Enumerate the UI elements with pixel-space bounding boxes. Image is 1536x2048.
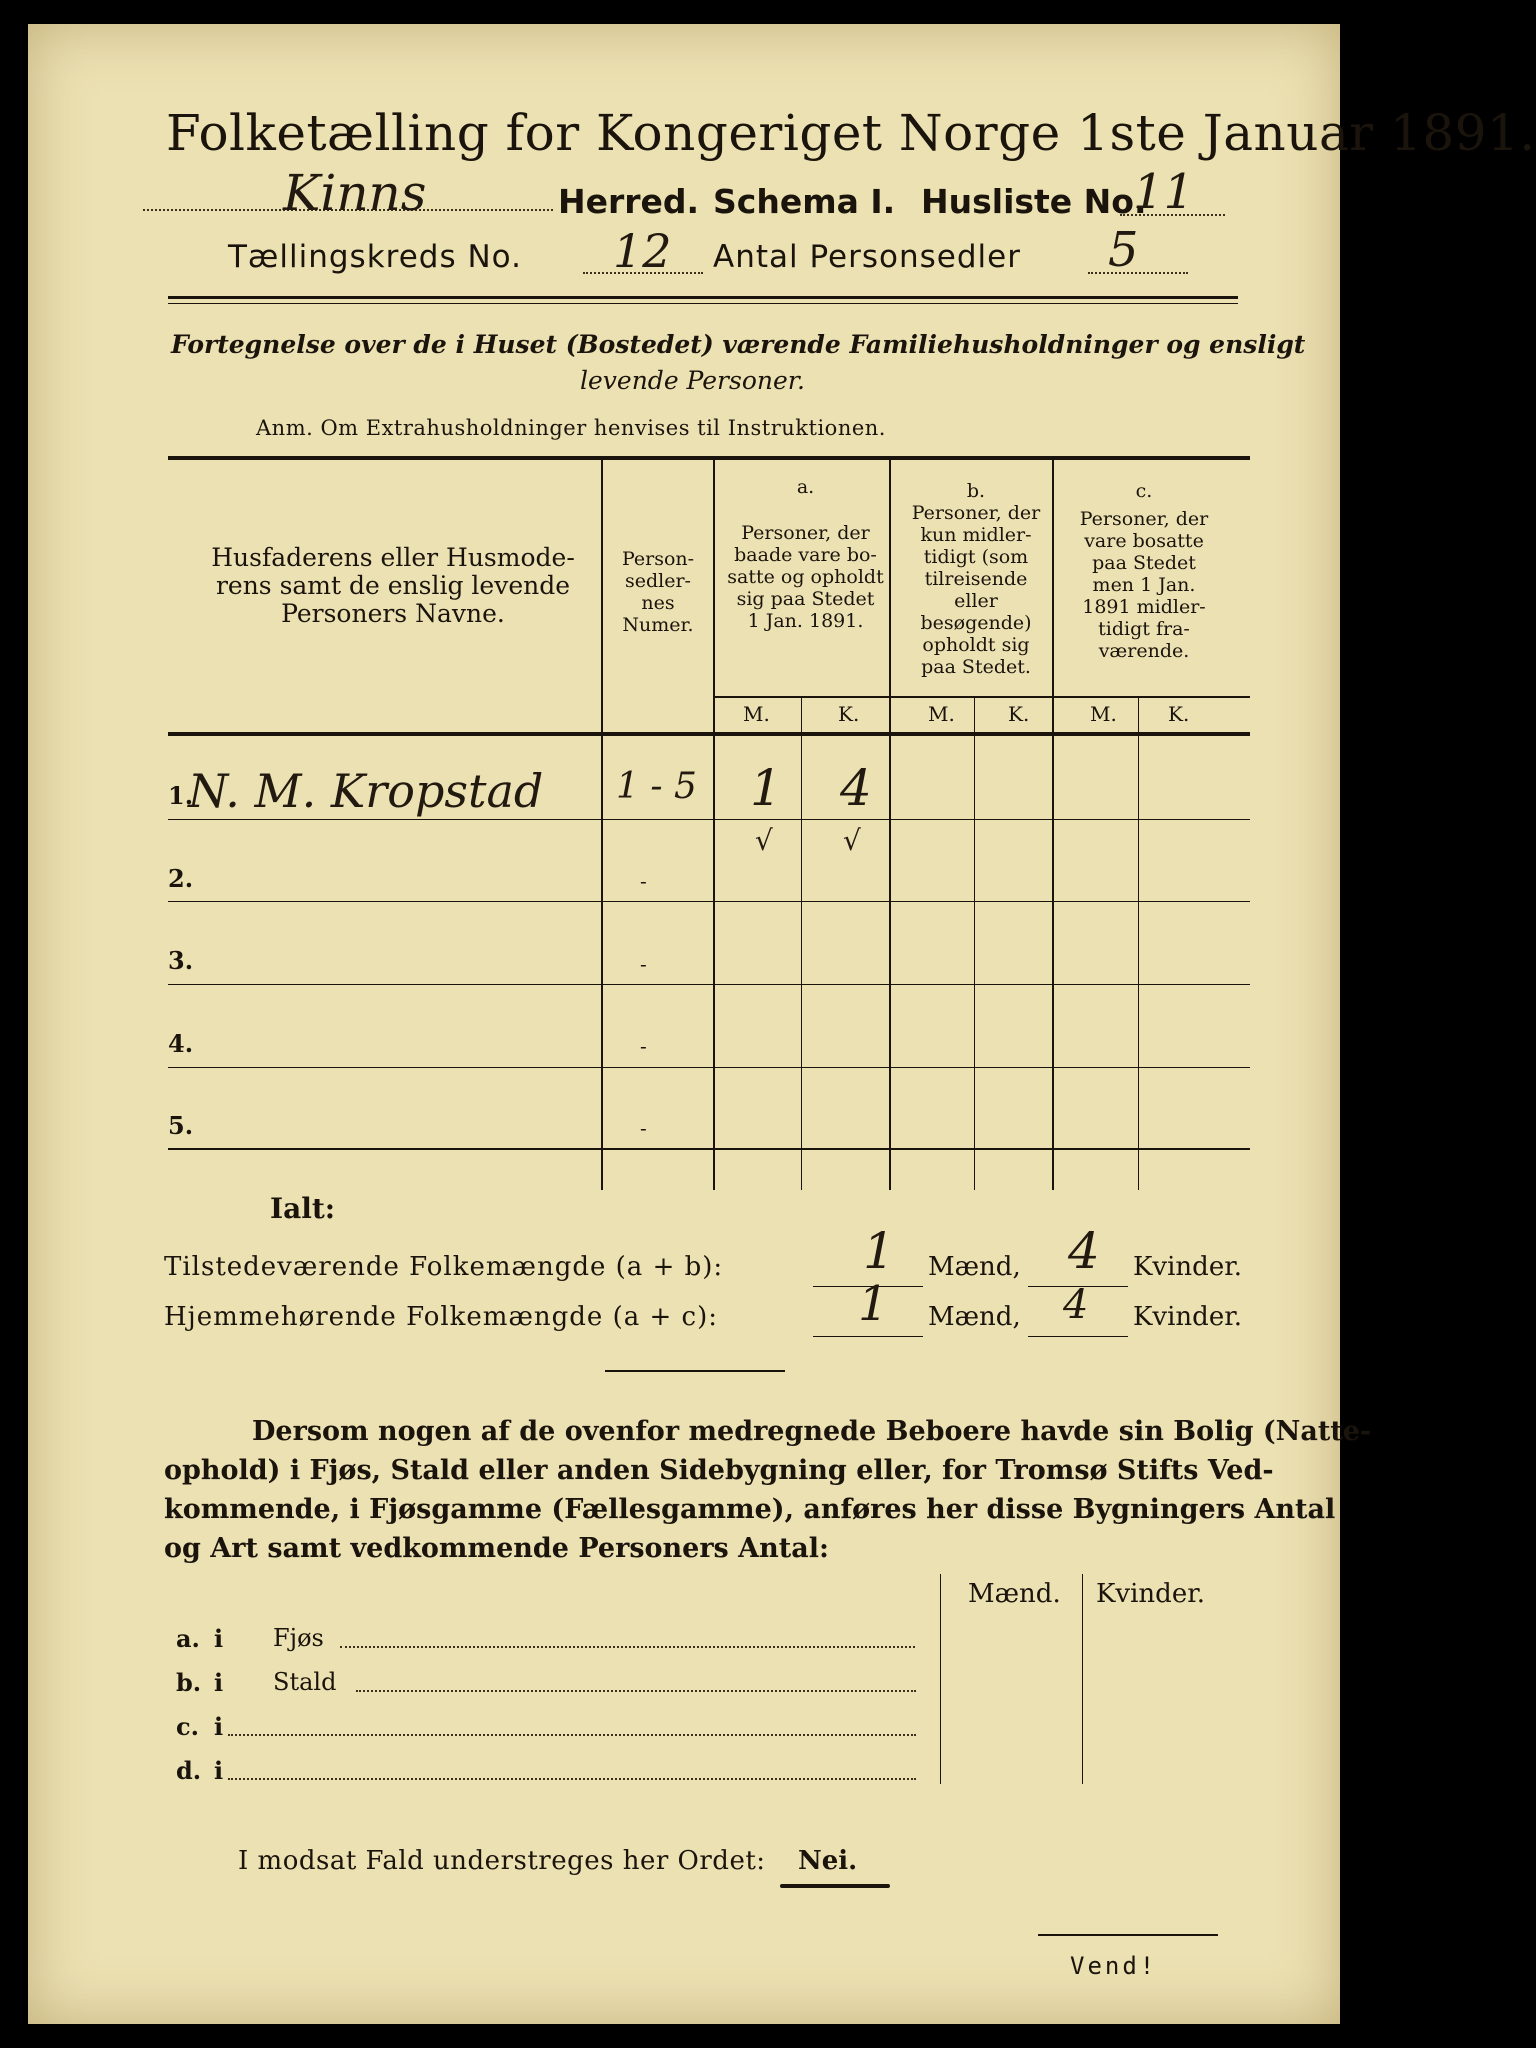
col-c-line: Personer, der xyxy=(1079,508,1209,530)
husliste-dots xyxy=(1120,214,1225,216)
col-b-line: paa Stedet. xyxy=(921,656,1031,678)
col-sep-b-mk xyxy=(974,698,975,1190)
herred-value: Kinns xyxy=(283,164,427,222)
nei-word: Nei. xyxy=(798,1846,858,1876)
col-b-line: eller xyxy=(954,590,998,612)
nei-underline xyxy=(780,1884,890,1888)
hjemme-m-value: 1 xyxy=(858,1276,889,1332)
item-a-dots xyxy=(340,1646,915,1648)
tilstede-maend: Mænd, xyxy=(928,1252,1021,1282)
col-a-line: 1 Jan. 1891. xyxy=(747,610,864,632)
para-line: Dersom nogen af de ovenfor medregnede Beboere havde sin Bolig (Natte- xyxy=(252,1416,1372,1447)
hjemme-label: Hjemmehørende Folkemængde (a + c): xyxy=(164,1302,718,1332)
col-sep-2 xyxy=(713,460,715,1190)
col-c-line: 1891 midler- xyxy=(1082,596,1206,618)
vend-label: Vend! xyxy=(1070,1952,1158,1980)
row-line-2 xyxy=(168,901,1250,902)
mk-top-rule xyxy=(713,696,1250,698)
intro-line2: levende Personer. xyxy=(580,366,805,395)
a-k-label: K. xyxy=(838,702,860,726)
item-d-letter: d. xyxy=(176,1756,202,1785)
item-c-dots xyxy=(228,1734,916,1736)
item-b-label: Stald xyxy=(273,1668,337,1696)
row-5-number: 5. xyxy=(168,1111,194,1140)
col-c-line: vare bosatte xyxy=(1084,530,1204,552)
para-line: og Art samt vedkommende Personers Antal: xyxy=(164,1533,829,1564)
modsat-text: I modsat Fald understreges her Ordet: xyxy=(238,1846,766,1876)
tilstede-kvinder: Kvinder. xyxy=(1133,1252,1243,1282)
col-num-line: Numer. xyxy=(622,614,694,636)
col-names-line: Husfaderens eller Husmode- xyxy=(211,543,575,572)
hjemme-kvinder: Kvinder. xyxy=(1133,1302,1243,1332)
col-num-line: nes xyxy=(641,592,675,614)
col-num-line: Person- xyxy=(621,548,695,570)
maend-header: Mænd. xyxy=(968,1579,1061,1609)
b-m-label: M. xyxy=(928,702,955,726)
header-rule xyxy=(168,296,1238,299)
tilstede-m-value: 1 xyxy=(863,1222,895,1280)
col-a-line: sig paa Stedet xyxy=(736,588,875,610)
row-4-number: 4. xyxy=(168,1029,194,1058)
c-m-label: M. xyxy=(1090,702,1117,726)
row-line-1 xyxy=(168,819,1250,820)
col-c-header xyxy=(1064,480,1224,662)
col-b-line: kun midler- xyxy=(920,524,1032,546)
hjemme-maend: Mænd, xyxy=(928,1302,1021,1332)
husliste-value: 11 xyxy=(1133,164,1195,220)
col-num-line: sedler- xyxy=(625,570,691,592)
header-rule-thin xyxy=(168,303,1238,304)
col-c-line: paa Stedet xyxy=(1092,552,1196,574)
husliste-label: Husliste No. xyxy=(921,182,1147,221)
item-a-i: i xyxy=(214,1624,224,1653)
col-c-line: men 1 Jan. xyxy=(1092,574,1196,596)
row-1-name: N. M. Kropstad xyxy=(188,764,544,818)
hjemme-k-line xyxy=(1028,1336,1128,1337)
antal-label: Antal Personsedler xyxy=(713,239,1021,275)
col-a-line: baade vare bo- xyxy=(734,544,877,566)
tilstede-k-value: 4 xyxy=(1068,1222,1100,1280)
col-sep-c-mk xyxy=(1138,698,1139,1190)
row-3-number: 3. xyxy=(168,946,194,975)
item-a-letter: a. xyxy=(176,1624,200,1653)
ialt-label: Ialt: xyxy=(270,1192,336,1225)
col-a-line: satte og opholdt xyxy=(727,566,884,588)
row-line-3 xyxy=(168,984,1250,985)
item-a-label: Fjøs xyxy=(273,1624,324,1652)
herred-label: Herred. xyxy=(558,182,700,221)
row-line-5 xyxy=(168,1148,1250,1150)
kreds-label: Tællingskreds No. xyxy=(228,239,522,275)
row-3-numer: - xyxy=(640,952,647,976)
item-b-i: i xyxy=(214,1668,224,1697)
schema-label: Schema I. xyxy=(713,182,896,221)
kreds-dots xyxy=(583,272,703,274)
col-a-letter: a. xyxy=(796,476,815,498)
row-2-numer: - xyxy=(640,869,647,893)
col-a-line: Personer, der xyxy=(741,522,870,544)
item-d-i: i xyxy=(214,1756,224,1785)
col-sep-3 xyxy=(889,460,891,1190)
hjemme-k-value: 4 xyxy=(1063,1282,1089,1328)
row-1-a-k: 4 xyxy=(840,759,872,817)
col-b-line: tilreisende xyxy=(924,568,1028,590)
form-title: Folketælling for Kongeriget Norge 1ste Januar 1891. xyxy=(166,104,1536,162)
col-names-line: rens samt de enslig levende xyxy=(215,571,571,600)
item-b-dots xyxy=(356,1690,916,1692)
col-sep-a-mk xyxy=(801,698,802,1190)
b-k-label: K. xyxy=(1008,702,1030,726)
antal-dots xyxy=(1088,272,1188,274)
row-line-4 xyxy=(168,1067,1250,1068)
buildings-sep-1 xyxy=(940,1574,941,1784)
antal-value: 5 xyxy=(1108,222,1139,278)
col-sep-4 xyxy=(1052,460,1054,1190)
col-names-header xyxy=(173,544,613,628)
para-line: ophold) i Fjøs, Stald eller anden Sidebygning eller, for Tromsø Stifts Ved- xyxy=(164,1455,1274,1486)
col-names-line: Personers Navne. xyxy=(281,599,505,628)
row-1-numer: 1 - 5 xyxy=(616,766,697,807)
header-bottom-rule xyxy=(168,732,1250,736)
separator-rule xyxy=(605,1370,785,1372)
col-b-line: opholdt sig xyxy=(922,634,1030,656)
buildings-sep-2 xyxy=(1082,1574,1083,1784)
row-4-numer: - xyxy=(640,1034,647,1058)
c-k-label: K. xyxy=(1168,702,1190,726)
col-c-line: værende. xyxy=(1098,640,1190,662)
vend-rule xyxy=(1038,1934,1218,1936)
anm-note: Anm. Om Extrahusholdninger henvises til Instruktionen. xyxy=(256,416,886,440)
col-b-line: Personer, der xyxy=(911,502,1041,524)
buildings-paragraph xyxy=(164,1412,1371,1568)
col-c-line: tidigt fra- xyxy=(1098,618,1190,640)
col-b-header xyxy=(896,480,1056,678)
row-1-a-m: 1 xyxy=(750,759,782,817)
hjemme-m-line xyxy=(813,1336,923,1337)
col-b-line: tidigt (som xyxy=(923,546,1029,568)
row-1-number: 1. xyxy=(168,781,194,810)
col-c-letter: c. xyxy=(1135,480,1153,502)
item-c-i: i xyxy=(214,1712,224,1741)
a-m-label: M. xyxy=(743,702,770,726)
table-top-rule xyxy=(168,456,1250,460)
row-1-a-k-check: √ xyxy=(843,824,861,857)
col-a-header xyxy=(718,476,893,632)
kreds-value: 12 xyxy=(613,224,672,278)
intro-line1: Fortegnelse over de i Huset (Bostedet) værende Familiehusholdninger og ensligt xyxy=(171,330,1306,359)
row-2-number: 2. xyxy=(168,864,194,893)
item-b-letter: b. xyxy=(176,1668,202,1697)
col-num-header xyxy=(608,548,708,636)
para-line: kommende, i Fjøsgamme (Fællesgamme), anføres her disse Bygningers Antal xyxy=(164,1494,1336,1525)
tilstede-label: Tilstedeværende Folkemængde (a + b): xyxy=(164,1252,724,1282)
item-c-letter: c. xyxy=(176,1712,199,1741)
kvinder-header: Kvinder. xyxy=(1096,1579,1206,1609)
census-form xyxy=(28,24,1536,2024)
col-b-line: besøgende) xyxy=(920,612,1032,634)
col-sep-1 xyxy=(601,460,603,1190)
col-b-letter: b. xyxy=(966,480,986,502)
row-5-numer: - xyxy=(640,1116,647,1140)
row-1-a-m-check: √ xyxy=(755,824,773,857)
item-d-dots xyxy=(228,1778,916,1780)
